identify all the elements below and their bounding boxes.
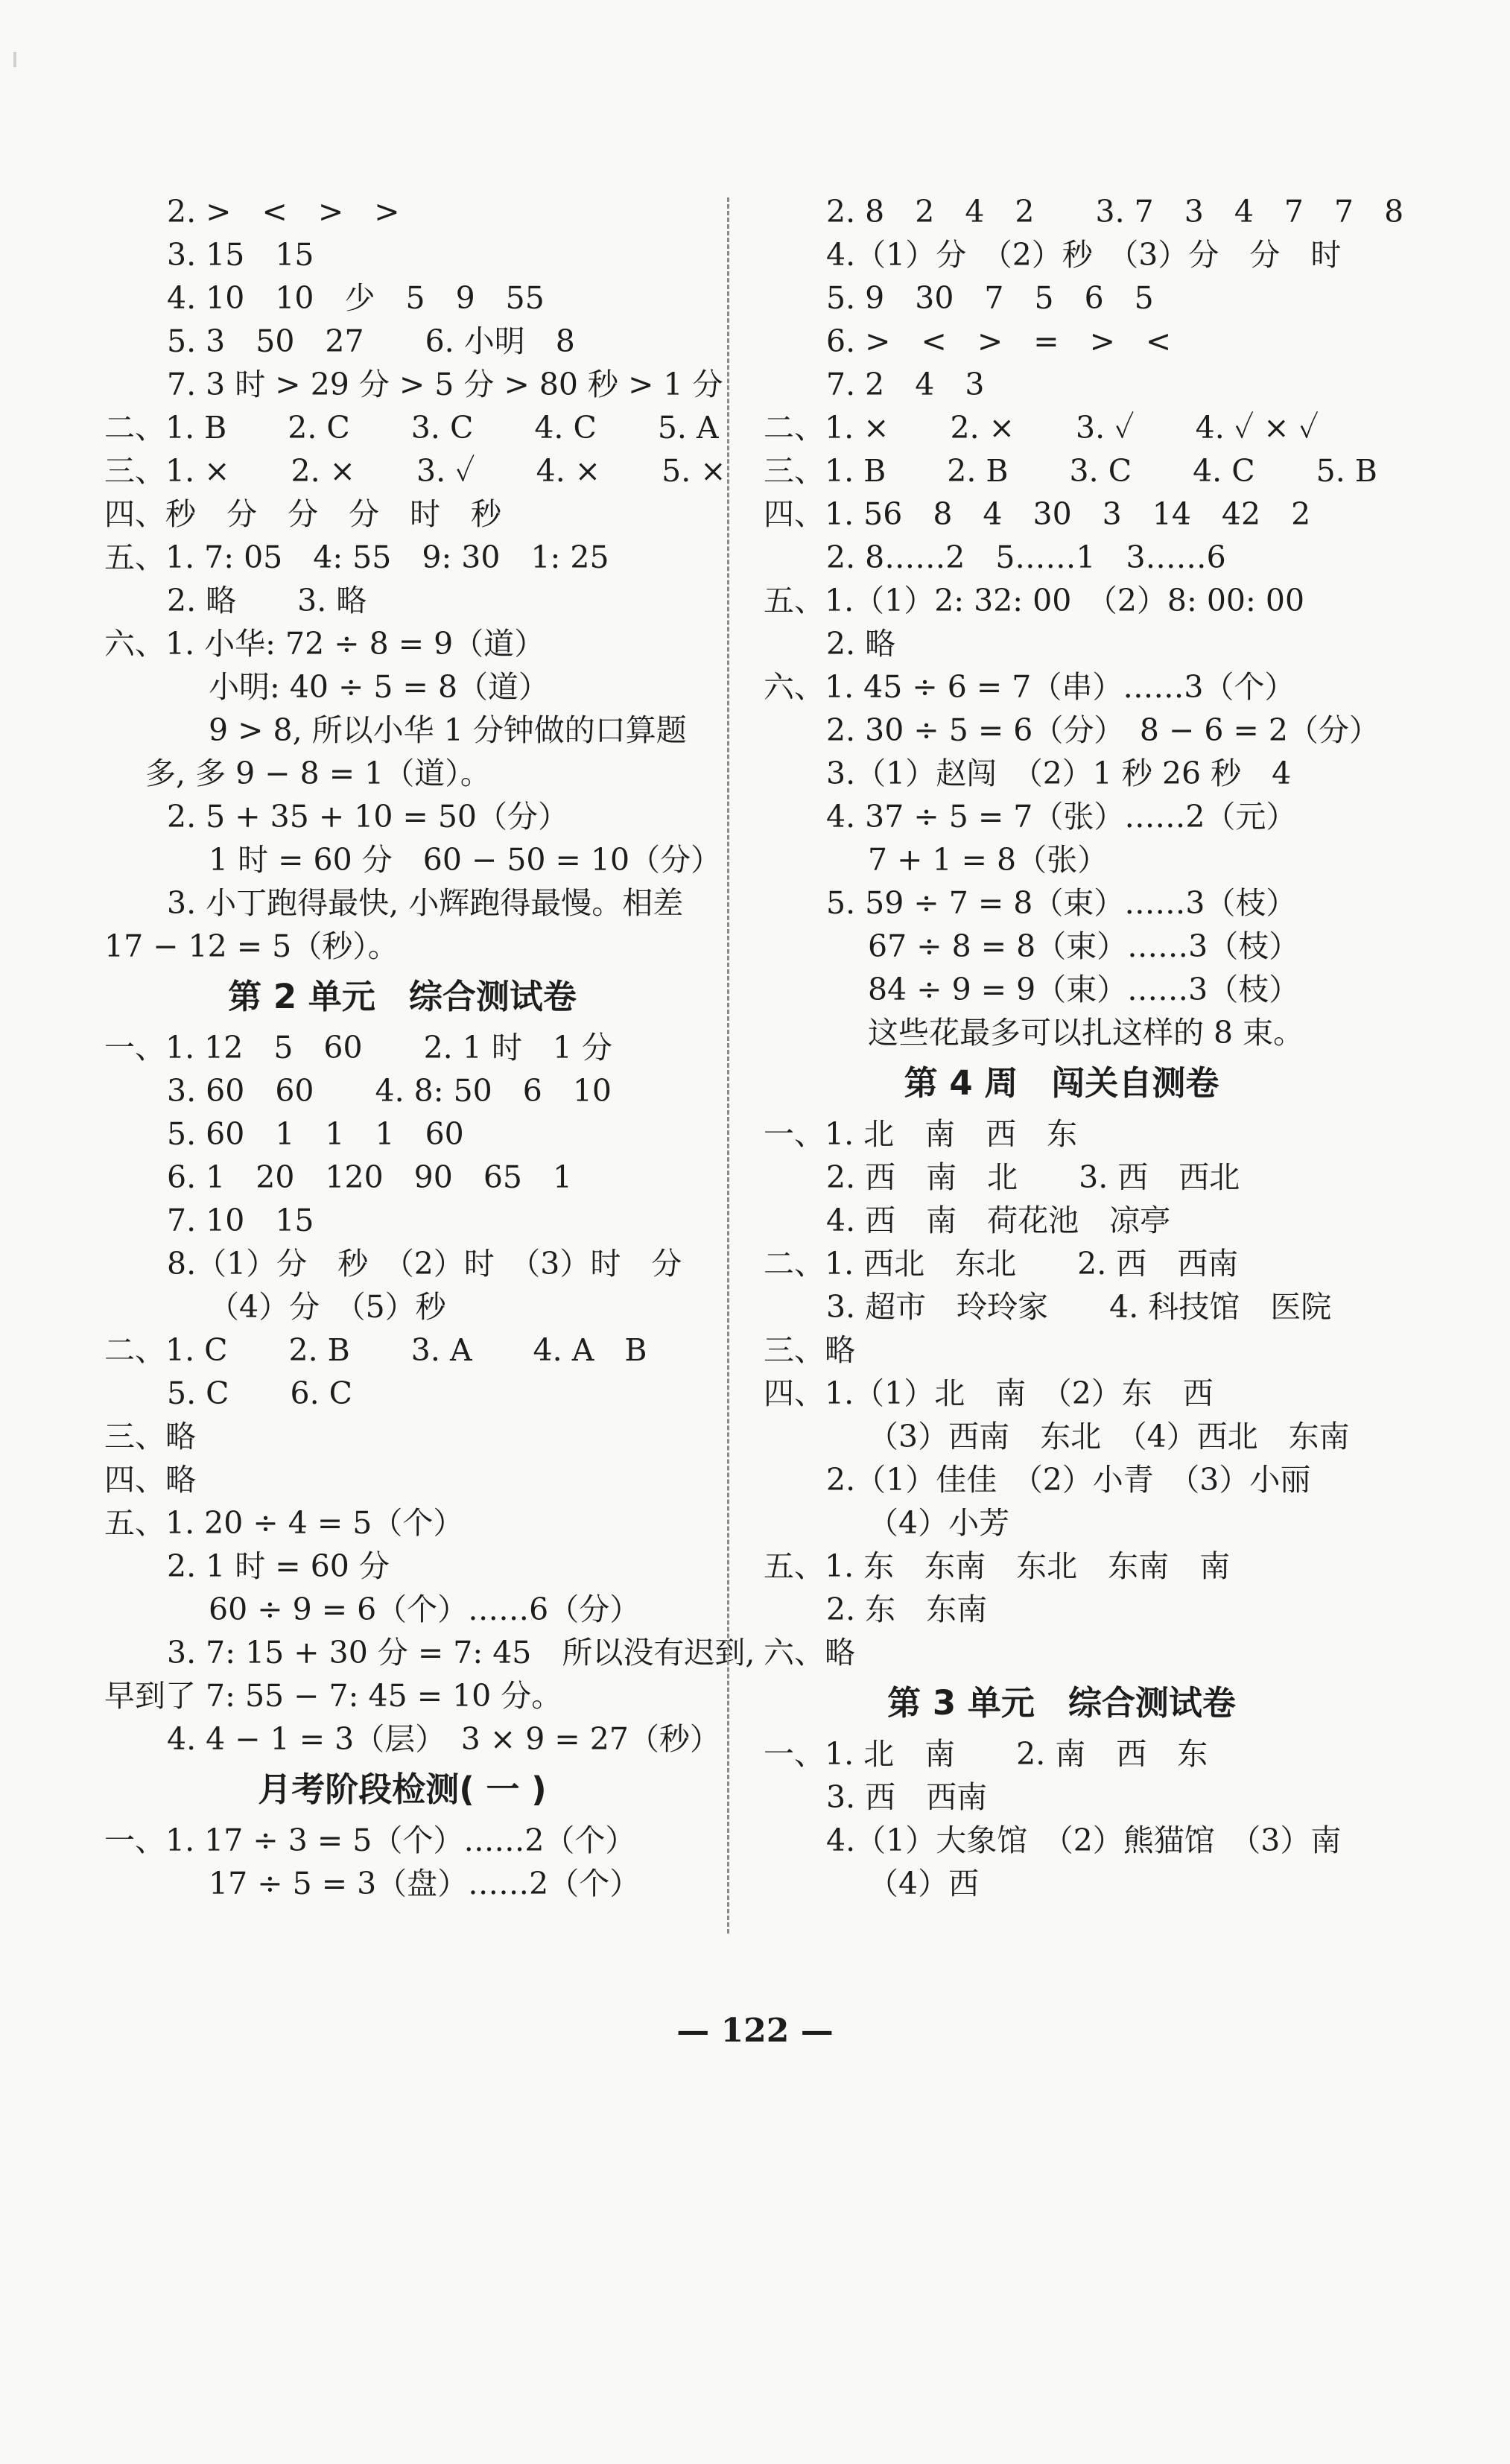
answer-line: 4.（1）分 （2）秒 （3）分 分 时	[826, 237, 1342, 273]
answer-line: 60 ÷ 9 = 6（个）……6（分）	[209, 1592, 641, 1627]
answer-line: 8.（1）分 秒 （2）时 （3）时 分	[167, 1246, 682, 1282]
answer-line: 2. 西 南 北 3. 西 西北	[826, 1159, 1240, 1195]
answer-line: 17 − 12 = 5（秒）。	[104, 928, 399, 964]
answer-line: 3. 西 西南	[826, 1779, 988, 1815]
answer-line: 3. 7: 15 + 30 分 = 7: 45 所以没有迟到,	[167, 1635, 755, 1670]
answer-line: 2. 略	[826, 626, 896, 662]
answer-line: 二、1. 西北 东北 2. 西 西南	[764, 1246, 1239, 1282]
answer-line: 1 时 = 60 分 60 − 50 = 10（分）	[209, 842, 722, 878]
answer-line: 五、1. 东 东南 东北 东南 南	[764, 1548, 1231, 1584]
answer-line: 小明: 40 ÷ 5 = 8（道）	[209, 669, 550, 705]
answer-line: 4. 10 10 少 5 9 55	[167, 280, 545, 316]
answer-line: 2. 略 3. 略	[167, 583, 367, 618]
answer-line: 二、1. C 2. B 3. A 4. A B	[104, 1332, 647, 1368]
answer-line: 二、1. B 2. C 3. C 4. C 5. A	[104, 410, 719, 446]
answer-line: 7 + 1 = 8（张）	[868, 842, 1108, 878]
answer-line: 2. 1 时 = 60 分	[167, 1548, 390, 1584]
section-heading: 月考阶段检测( 一 )	[258, 1770, 547, 1809]
answer-line: 7. 10 15	[167, 1203, 314, 1238]
answer-line: 2. 8……2 5……1 3……6	[826, 539, 1226, 575]
answer-line: 一、1. 北 南 2. 南 西 东	[764, 1736, 1208, 1772]
answer-line: 3. 小丁跑得最快, 小辉跑得最慢。相差	[167, 885, 684, 921]
answer-line: 6. 1 20 120 90 65 1	[167, 1159, 573, 1195]
answer-line: 3. 超市 玲玲家 4. 科技馆 医院	[826, 1289, 1332, 1325]
answer-line: 5. C 6. C	[167, 1375, 353, 1411]
answer-line: 9 > 8, 所以小华 1 分钟做的口算题	[209, 712, 687, 748]
answer-line: 四、1.（1）北 南 （2）东 西	[764, 1375, 1214, 1411]
answer-line: 一、1. 北 南 西 东	[764, 1116, 1078, 1152]
answer-line: 3.（1）赵闯 （2）1 秒 26 秒 4	[826, 756, 1292, 791]
answer-line: 84 ÷ 9 = 9（束）……3（枝）	[868, 972, 1300, 1007]
answer-line: 五、1.（1）2: 32: 00 （2）8: 00: 00	[764, 583, 1305, 618]
answer-line: 7. 3 时 > 29 分 > 5 分 > 80 秒 > 1 分	[167, 367, 723, 402]
answer-line: 一、1. 12 5 60 2. 1 时 1 分	[104, 1030, 612, 1065]
page-number: — 122 —	[676, 2012, 834, 2050]
answer-line: 二、1. × 2. × 3. ✓ 4. ✓ × ✓	[764, 410, 1319, 446]
answer-line: 三、1. B 2. B 3. C 4. C 5. B	[764, 453, 1377, 489]
answer-line: 4. 4 − 1 = 3（层） 3 × 9 = 27（秒）	[167, 1721, 720, 1757]
section-heading: 第 2 单元 综合测试卷	[228, 977, 577, 1016]
answer-line: 2. > < > >	[167, 194, 400, 229]
answer-line: 4. 37 ÷ 5 = 7（张）……2（元）	[826, 799, 1297, 834]
answer-line: 67 ÷ 8 = 8（束）……3（枝）	[868, 928, 1300, 964]
answer-line: 2.（1）佳佳 （2）小青 （3）小丽	[826, 1462, 1311, 1498]
answer-line: （3）西南 东北 （4）西北 东南	[868, 1419, 1350, 1454]
answer-line: 7. 2 4 3	[826, 367, 985, 402]
column-divider	[727, 197, 729, 1933]
answer-line: 四、略	[104, 1462, 196, 1498]
answer-line: 2. 8 2 4 2 3. 7 3 4 7 7 8	[826, 194, 1404, 229]
answer-line: 5. 60 1 1 1 60	[167, 1116, 464, 1152]
answer-line: 五、1. 20 ÷ 4 = 5（个）	[104, 1505, 464, 1541]
answer-line: 三、略	[104, 1419, 196, 1454]
answer-line: 3. 60 60 4. 8: 50 6 10	[167, 1073, 612, 1109]
answer-line: 三、1. × 2. × 3. ✓ 4. × 5. ×	[104, 453, 726, 489]
answer-line: 5. 3 50 27 6. 小明 8	[167, 323, 575, 359]
answer-line: 17 ÷ 5 = 3（盘）……2（个）	[209, 1866, 641, 1901]
section-heading: 第 4 周 闯关自测卷	[904, 1063, 1219, 1103]
answer-line: 2. 5 + 35 + 10 = 50（分）	[167, 799, 569, 834]
answer-line: 六、略	[764, 1635, 855, 1670]
answer-line: 六、1. 45 ÷ 6 = 7（串）……3（个）	[764, 669, 1295, 705]
answer-line: 多, 多 9 − 8 = 1（道）。	[145, 756, 491, 791]
answer-line: 4.（1）大象馆 （2）熊猫馆 （3）南	[826, 1822, 1342, 1858]
answer-line: 5. 59 ÷ 7 = 8（束）……3（枝）	[826, 885, 1297, 921]
answer-line: 三、略	[764, 1332, 855, 1368]
answer-line: 四、秒 分 分 分 时 秒	[104, 496, 501, 532]
answer-line: 四、1. 56 8 4 30 3 14 42 2	[764, 496, 1311, 532]
answer-line: （4）小芳	[868, 1505, 1010, 1541]
answer-line: （4）西	[868, 1866, 980, 1901]
answer-line: 早到了 7: 55 − 7: 45 = 10 分。	[104, 1678, 562, 1714]
right-column	[764, 190, 1404, 1905]
answer-line: 2. 30 ÷ 5 = 6（分） 8 − 6 = 2（分）	[826, 712, 1380, 748]
section-heading: 第 3 单元 综合测试卷	[887, 1683, 1236, 1723]
answer-line: 2. 东 东南	[826, 1592, 988, 1627]
answer-line: 一、1. 17 ÷ 3 = 5（个）……2（个）	[104, 1822, 636, 1858]
answer-line: 这些花最多可以扎这样的 8 束。	[868, 1015, 1304, 1051]
answer-line: 4. 西 南 荷花池 凉亭	[826, 1203, 1171, 1238]
answer-line: 六、1. 小华: 72 ÷ 8 = 9（道）	[104, 626, 545, 662]
scan-mark	[13, 52, 16, 67]
left-column	[104, 190, 755, 1905]
answer-line: （4）分 （5）秒	[209, 1289, 446, 1325]
answer-line: 6. > < > = > <	[826, 323, 1172, 359]
answer-line: 五、1. 7: 05 4: 55 9: 30 1: 25	[104, 539, 609, 575]
answer-line: 5. 9 30 7 5 6 5	[826, 280, 1154, 316]
answer-line: 3. 15 15	[167, 237, 314, 273]
